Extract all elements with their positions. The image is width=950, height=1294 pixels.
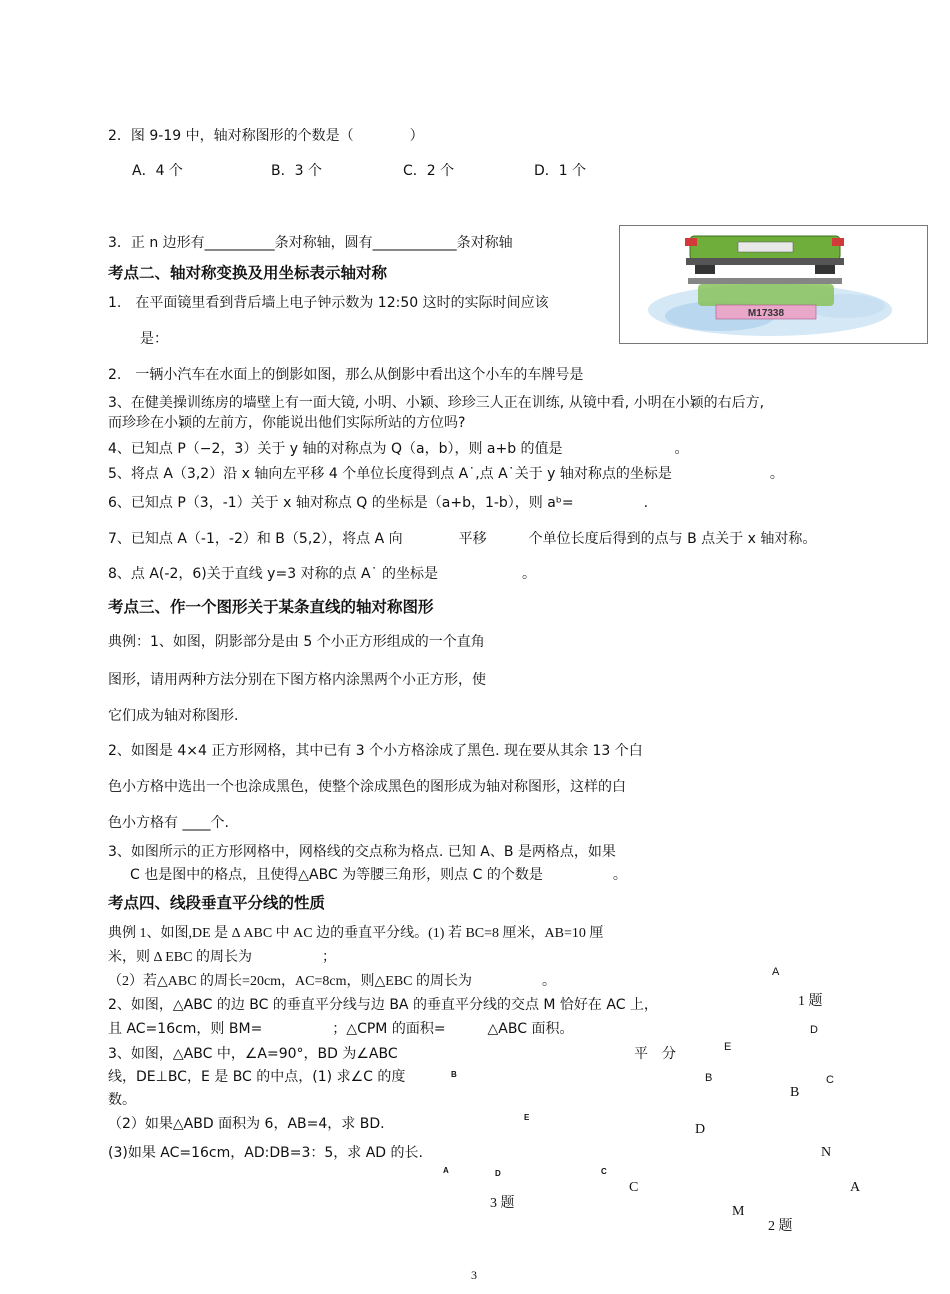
fig1-label-e: E [724,1041,732,1053]
s3-p2c: 色小方格有 ____个. [108,815,229,831]
s2-p5: 5、将点 A（3,2）沿 x 轴向左平移 4 个单位长度得到点 A˙,点 A˙关于 y 轴对称点的坐标是 。 [108,466,784,482]
q2-option-d: D．1 个 [534,163,587,179]
s3-ex1b: 图形，请用两种方法分别在下图方格内涂黑两个小正方形，使 [108,672,486,688]
s3-p3a: 3、如图所示的正方形网格中，网格线的交点称为格点. 已知 A、B 是两格点，如果 [108,844,616,860]
fig3-caption: 3 题 [490,1196,515,1211]
s3-p3b: C 也是图中的格点，且使得△ABC 为等腰三角形，则点 C 的个数是 。 [130,867,627,883]
s2-p8: 8、点 A(-2，6)关于直线 y=3 对称的点 A˙ 的坐标是 。 [108,566,537,582]
s4-p3a-tail: 平 分 [634,1046,676,1062]
section2-heading: 考点二、轴对称变换及用坐标表示轴对称 [108,264,388,282]
q2-option-c: C．2 个 [403,163,455,179]
s4-p3b: 线，DE⊥BC，E 是 BC 的中点，(1) 求∠C 的度 [108,1069,406,1085]
fig3-label-e: E [524,1113,530,1122]
s2-p6: 6、已知点 P（3，-1）关于 x 轴对称点 Q 的坐标是（a+b，1-b），则 aᵇ= . [108,495,649,511]
s4-ex1b: 米，则 Δ EBC 的周长为 ； [108,950,336,965]
fig3-label-c: C [601,1167,607,1176]
fig1-label-b: B [705,1072,713,1084]
s2-p2: 2. 一辆小汽车在水面上的倒影如图，那么从倒影中看出这个小车的车牌号是 [108,367,584,383]
s2-p7: 7、已知点 A（-1，-2）和 B（5,2），将点 A 向 平移 个单位长度后得到的点与 B 点关于 x 轴对称。 [108,531,817,547]
fig3-label-b: B [451,1070,457,1079]
fig1-caption: 1 题 [798,994,823,1009]
fig3-label-d: D [495,1169,501,1178]
fig3-label-a: A [443,1166,449,1175]
plate-text: M17338 [747,308,785,319]
fig1-label-c: C [826,1074,834,1086]
fig2-label-b: B [790,1085,800,1100]
fig2-label-n: N [821,1145,832,1160]
s2-p4: 4、已知点 P（−2，3）关于 y 轴的对称点为 Q（a，b），则 a+b 的值是 。 [108,441,689,457]
s4-ex1a: 典例 1、如图,DE 是 Δ ABC 中 AC 边的垂直平分线。(1) 若 BC=8 厘米，AB=10 厘 [108,926,604,941]
section4-heading: 考点四、线段垂直平分线的性质 [108,894,326,912]
q3-question: 3．正 n 边形有__________条对称轴，圆有____________条对称轴 [108,235,513,251]
fig1-label-a: A [772,966,780,978]
s4-p3c: 数。 [108,1092,136,1108]
s2-p1a: 1. 在平面镜里看到背后墙上电子钟示数为 12:50 这时的实际时间应该 [108,295,549,311]
s3-p2b: 色小方格中选出一个也涂成黑色，使整个涂成黑色的图形成为轴对称图形，这样的白 [108,779,626,795]
s4-p3d: （2）如果△ABD 面积为 6，AB=4，求 BD. [108,1116,385,1132]
s4-p2b: 且 AC=16cm，则 BM= ；△CPM 的面积= △ABC 面积。 [108,1021,574,1037]
s4-ex1c: （2）若△ABC 的周长=20cm，AC=8cm，则△EBC 的周长为 。 [108,974,556,989]
fig2-label-c: C [629,1180,639,1195]
s2-p3a: 3、在健美操训练房的墙壁上有一面大镜, 小明、小颖、珍珍三人正在训练, 从镜中看, 小明在小颖的右后方, [108,395,765,411]
section3-heading: 考点三、作一个图形关于某条直线的轴对称图形 [108,598,434,616]
fig2-caption: 2 题 [768,1219,793,1234]
s4-p3e: (3)如果 AC=16cm，AD:DB=3：5，求 AD 的长. [108,1145,423,1161]
s2-p1b: 是： [140,331,168,347]
car-reflection-figure [619,225,928,344]
s2-p3b: 而珍珍在小颖的左前方，你能说出他们实际所站的方位吗? [108,415,466,431]
fig1-label-d: D [810,1024,818,1036]
fig2-label-a: A [850,1180,861,1195]
s3-ex1c: 它们成为轴对称图形. [108,708,239,724]
s3-ex1a: 典例：1、如图，阴影部分是由 5 个小正方形组成的一个直角 [108,634,485,650]
fig2-label-d: D [695,1122,706,1137]
fig2-label-m: M [732,1204,745,1219]
q2-option-b: B．3 个 [271,163,322,179]
q2-question: 2．图 9-19 中，轴对称图形的个数是（ ） [108,128,424,144]
s4-p3a: 3、如图，△ABC 中，∠A=90°，BD 为∠ABC [108,1046,398,1062]
s4-p2a: 2、如图，△ABC 的边 BC 的垂直平分线与边 BA 的垂直平分线的交点 M 恰好在 AC 上， [108,997,658,1013]
s3-p2a: 2、如图是 4×4 正方形网格，其中已有 3 个小方格涂成了黑色. 现在要从其余 13 个白 [108,743,643,759]
q2-option-a: A．4 个 [132,163,183,179]
page-number: 3 [471,1268,477,1282]
